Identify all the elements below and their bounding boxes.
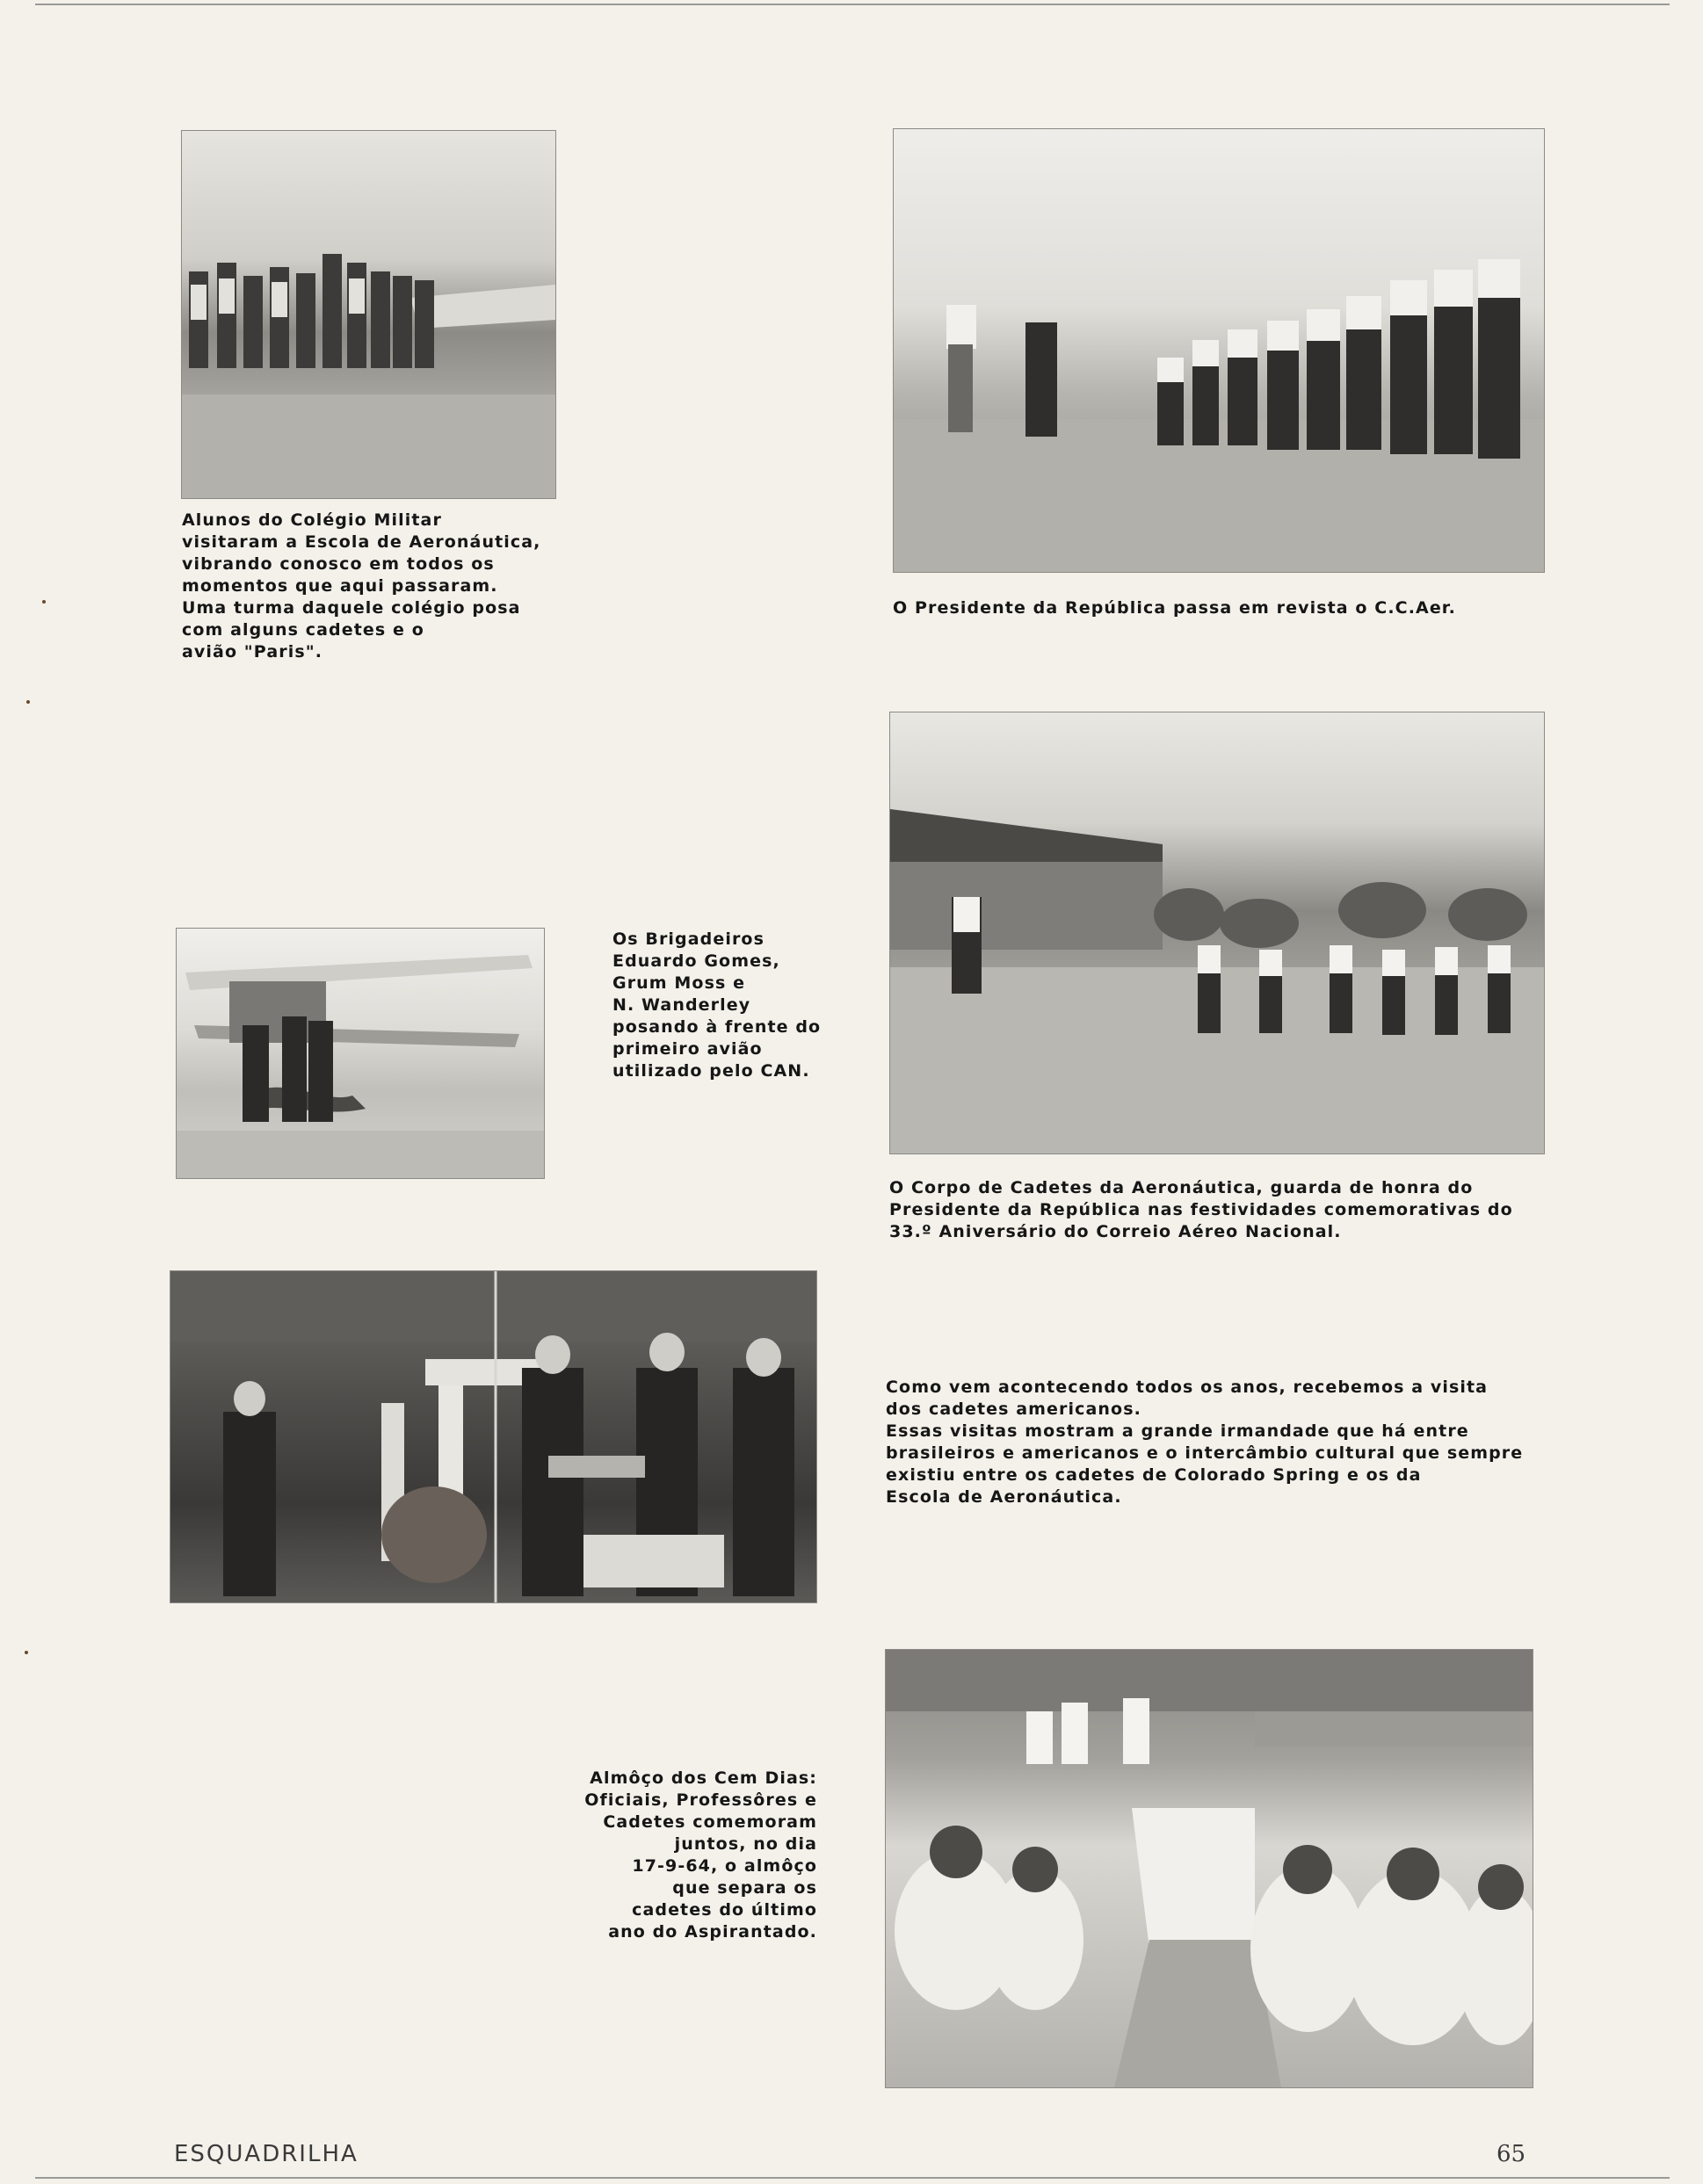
caption-line: Grum Moss e [612, 973, 746, 993]
paper-speck [26, 700, 30, 704]
caption-line: juntos, no dia [674, 1834, 817, 1854]
photo-almoco [885, 1649, 1533, 2088]
caption-line: ano do Aspirantado. [608, 1922, 817, 1942]
caption-line: Almôço dos Cem Dias: [590, 1768, 817, 1788]
bottom-edge-line [35, 2177, 1670, 2179]
caption-line: utilizado pelo CAN. [612, 1061, 810, 1081]
caption-line: vibrando conosco em todos os [182, 554, 495, 574]
caption-line: 17-9-64, o almôço [632, 1856, 817, 1876]
caption-line: brasileiros e americanos e o intercâmbio cultural que sempre [886, 1443, 1524, 1463]
paper-speck [25, 1651, 28, 1654]
caption-line: primeiro avião [612, 1039, 763, 1059]
caption-line: Os Brigadeiros [612, 929, 765, 949]
photo-cadetes-americanos [170, 1270, 817, 1603]
photo-colegio-militar [181, 130, 556, 499]
caption-line: Uma turma daquele colégio posa [182, 598, 521, 618]
caption-line: Como vem acontecendo todos os anos, recebemos a visita [886, 1378, 1489, 1397]
photo-brigadeiros [176, 928, 545, 1179]
caption-line: O Presidente da República passa em revista o C.C.Aer. [893, 598, 1456, 618]
caption-line: cadetes do último [632, 1900, 817, 1920]
caption-line: O Corpo de Cadetes da Aeronáutica, guarda de honra do [889, 1178, 1474, 1197]
caption-line: Cadetes comemoram [603, 1812, 817, 1832]
paper-speck [42, 600, 46, 604]
caption-line: dos cadetes americanos. [886, 1399, 1141, 1419]
caption-line: N. Wanderley [612, 995, 751, 1015]
caption-cadetes-americanos [886, 1377, 1523, 1508]
caption-line: Alunos do Colégio Militar [182, 510, 442, 530]
caption-brigadeiros [612, 929, 821, 1082]
top-edge-line [35, 4, 1670, 5]
caption-corpo-cadetes [889, 1177, 1513, 1243]
photo-presidente-revista [893, 128, 1545, 573]
magazine-title: ESQUADRILHA [174, 2141, 359, 2167]
caption-line: posando à frente do [612, 1017, 822, 1037]
photo-corpo-cadetes [889, 712, 1545, 1154]
page-number: 65 [1496, 2141, 1526, 2167]
caption-line: visitaram a Escola de Aeronáutica, [182, 532, 541, 552]
caption-line: Oficiais, Professôres e [584, 1790, 817, 1810]
caption-almoco [545, 1768, 817, 1943]
caption-line: Essas visitas mostram a grande irmandade que há entre [886, 1421, 1469, 1441]
caption-line: Presidente da República nas festividades comemorativas do [889, 1200, 1513, 1219]
caption-colegio-militar [182, 510, 541, 663]
caption-presidente [893, 597, 1456, 619]
caption-line: Eduardo Gomes, [612, 951, 780, 971]
caption-line: Escola de Aeronáutica. [886, 1487, 1122, 1507]
caption-line: existiu entre os cadetes de Colorado Spring e os da [886, 1465, 1422, 1485]
caption-line: com alguns cadetes e o [182, 620, 424, 640]
caption-line: que separa os [672, 1878, 817, 1898]
caption-line: avião "Paris". [182, 642, 323, 662]
caption-line: 33.º Aniversário do Correio Aéreo Nacional. [889, 1222, 1342, 1241]
caption-line: momentos que aqui passaram. [182, 576, 498, 596]
